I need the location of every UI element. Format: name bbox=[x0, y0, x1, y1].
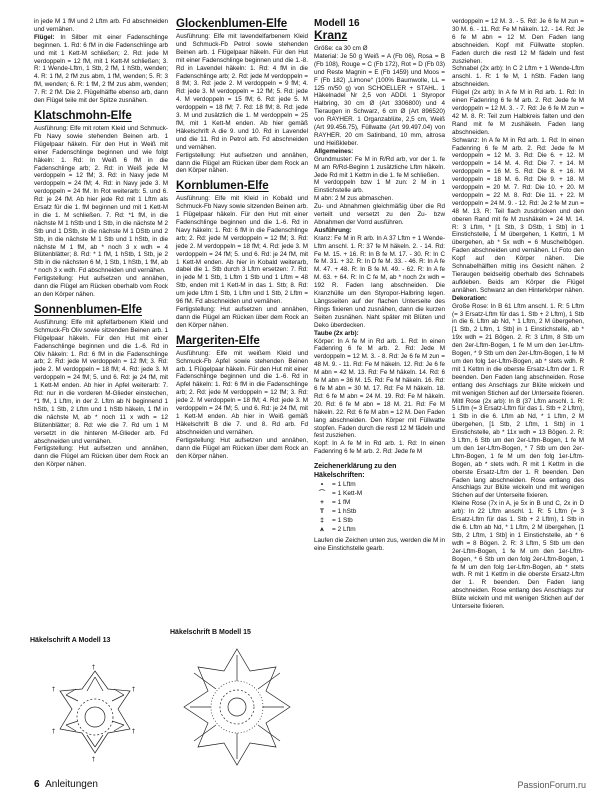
distribution-text: Zu- und Abnahmen gleichmäßig über die Rd verteilt und versetzt zu den Zu- bzw Abnahmen der Vorrd ausführen. bbox=[314, 203, 445, 226]
sonnenblumen-text: Ausführung: Elfe mit apfelfarbenem Kleid und Schmuck-Fb Oliv sowie sitzenden Beinen arb. 1 Flügelpaar häkeln. Für den Hut mit einer Fadenschlinge beginnen und die 1.-6. Rd in Oliv häkeln: 1. Rd: 6 fM in die Fadenschlinge arb; 2. Rd: jede M verdoppeln = 12 fM; 3. Rd: jede 2. M verdoppeln = 18 fM; 4. Rd: jede 3. M verdoppeln = 24 fM; 5. und 6. Rd: je 24 fM, mit 1 Kett-M enden. Ab hier in Apfel weiterarb: 7. Rd: nur in die vorderen M-Glieder einstechen, *1 fM, 1 Lftm, in der 2. Lftm ab N beginnend 1 hStb, 1 Stb, 2 Lftm und 1 hStb häkeln, 1 fM in die nächste M, ab * noch 11 x wdh = 12 Blütenblätter; 8. Rd: wie die 7. Rd um 1 M versetzt in die hinteren M-Glieder arb. Fd abschneiden und vernähen. bbox=[34, 318, 168, 445]
wing-text: In Silber mit einer Fadenschlinge beginnen. 1. Rd: 6 fM in die Fadenschlinge arb und mit 1 Kett-M schließen; 2. Rd: jede M verdoppeln = 12 fM, mit 1 Kett-M schließen; 3. R: 1 Wende-Lftm, 1 Stb, 2 fM, 1 hStb, wenden; 4. R: 1 fM, 2 fM zus abm, 1 fM, wenden; 5. R: 3 fM, wenden; 6. R: 1 fM, 2 fM zus abm, wenden; 7. R: 2 fM. Die 2. Flügelhälfte ebenso arb, dann den Flügel teile mit der Spitze zusnähen. bbox=[34, 33, 169, 105]
sonnenblumen-finish: Fertigstellung: Hut aufsetzen und annähen, dann die Flügel am Rücken über dem Rock an den Körper nähen. bbox=[34, 445, 168, 469]
dove-heading: Taube (2x arb): bbox=[314, 329, 359, 337]
heading-margeriten: Margeriten-Elfe bbox=[176, 334, 260, 347]
kornblumen-text: Ausführung: Elfe mit Kleid in Kobald und Schmuck-Fb Navy sowie sitzenden Beinen arb. 1 Flügelpaar häkeln. Für den Hut mit einer Fadenschlinge beginnen und die 1.-6. Rd in Navy häkeln: 1. Rd: 6 fM in die Fadenschlinge arb; 2. Rd: jede M verdoppeln = 12 fM; 3. Rd: jede 2. M verdoppeln = 18 fM; 4. Rd: jede 3. M verdoppeln = 24 fM; 5. und 6. Rd: je 24 fM, mit 1 Kett-M enden. Ab hier in Kobald weiterarb, dabei die 1. Stb durch 3 Lftm ersetzen: 7. Rd: in jede M 1 Stb, 1 Lftm 1 Stb und 1 Lftm = 48 Stb, enden mit 1 Kett-M in das 1. Stb; 8. Rd: um jede Lftm 1 Stb, 1 Lftm und 1 Stb, 2 Lftm = 96 fM. Fd abschneiden und vernähen. bbox=[176, 195, 308, 306]
legend-note: Laufen die Zeichen unten zus, werden die M in eine Einstichstelle gearb. bbox=[314, 537, 445, 553]
footer-label: Anleitungen bbox=[45, 779, 98, 790]
legend-symbol: ⌒ bbox=[318, 490, 326, 498]
legend-symbol: + bbox=[320, 499, 324, 507]
legend-label: = 1 hStb bbox=[332, 508, 357, 516]
heading-kornblumen: Kornblumen-Elfe bbox=[176, 180, 269, 193]
klatschmohn-finish: Fertigstellung: Hut aufsetzen und annähen, dann die Flügel am Rücken oberhalb vom Rock an den Körper nähen. bbox=[34, 275, 168, 298]
heading-sonnenblumen: Sonnenblumen-Elfe bbox=[34, 303, 142, 316]
legend-row bbox=[316, 525, 445, 534]
legend-row bbox=[316, 489, 445, 498]
symbol-legend bbox=[314, 462, 445, 553]
basic-pattern-text: Grundmuster: Fe M in R/Rd arb, vor der 1. fe M am R/Rd-Beginn 1 zusätzliche Lftm häkeln. Jede Rd mit 1 Kettm in die 1. fe M schließen. bbox=[314, 155, 445, 179]
svg-text:†: † bbox=[52, 728, 55, 735]
legend-row bbox=[316, 516, 445, 525]
legend-symbol: ‡ bbox=[320, 517, 324, 525]
column-3 bbox=[314, 18, 445, 553]
chart-b-diagram bbox=[170, 637, 305, 767]
glockenblumen-text: Ausführung: Elfe mit lavendelfarbenem Kleid und Schmuck-Fb Petrol sowie stehenden Beinen arb. 1 Flügelpaar häkeln. Für den Hut mit einer Fadenschlinge beginnen und die 1.-8. Rd in Lavendel häkeln: 1. Rd: 4 fM in die Fadenschlinge arb; 2. Rd: jede M verdoppeln = 8 fM; 3. Rd: jede 2. M verdoppeln = 9 fM; 4. Rd: jede 3. M verdoppeln = 12 fM; 5. Rd: jede 4. M verdoppeln = 15 fM; 6. Rd: jede 5. M verdoppeln = 18 fM; 7. Rd: 18 fM; 8. Rd: jede 3. M und zusätzlich die 1. M verdoppeln = 25 fM, mit 1 Kett-M enden. Ab hier gemäß Häkelschrift A die 9. und 10. Rd in Lavendel und die 11. Rd in Petrol arb. Fd abschneiden und vernähen. bbox=[176, 33, 308, 151]
tail-text: Schwanz: In A fe M in Rd arb. 1. Rd: In einen Fadenring 6 fe M arb. 2. Rd: Jede fe M verdoppeln = 12 M. 3. Rd: Die 6. + 12. M verdoppeln = 14 M. 4. Rd: Die 7. + 14. M verdoppeln = 16 M. 5. Rd: Die 8. + 16. M verdoppeln = 18 M. 6. Rd: Die 9. + 18. M verdoppeln = 20 M. 7. Rd: Die 10. + 20. M verdoppeln = 22 M. 8. Rd: Die 11. + 22. M verdoppeln = 24 M. 9. - 12. Rd: Je 2 fe M zun = 48 M. 13. R: Teil flach zusdrücken und den oberen Rand mit fe M zushäkeln = 24 M. 14. R: 3 Lftm, * [1 Stb, 3 DStb, 1 Stb] in 1 Einstichstelle, 1 M übergehen, 1 Kettm, 1 M übergehen, ab * 5x wdh = 6 Muschelbögen. Faden abschneiden und vernähen. Lt Foto den Kopf auf den Körper nähen. Die Schnabelhälften mittig ins Gesicht nähen. 2 Tieraugen beidseitig oberhalb des Schnabels aufkleben. Beids am Körper die Flügel annähen. Schwanz an den Hinterkörper nähen. bbox=[452, 136, 584, 294]
legend-label: = 1 fM bbox=[332, 499, 351, 507]
legend-symbol: T bbox=[320, 508, 324, 516]
decrease-text: M abn: 2 M zus abmaschen. bbox=[314, 195, 394, 203]
page-number: 6 bbox=[34, 779, 40, 790]
body-text: Körper: In A fe M in Rd arb. 1. Rd: In einen Fadenring 6 fe M arb. 2. Rd: Jede M verdoppeln = 12 M. 3. - 8. Rd: Je 6 fe M zun = 48 M. 9. - 11. Rd: Fe M häkeln. 12. Rd: Je 6 fe M abn = 42 M. 13. Rd: Fe M häkeln. 14. Rd: 6 fe M abn = 36 M. 15. Rd: Fe M häkeln. 16. Rd: 6 fe M abn = 30 M. 17. Rd: Fe M häkeln. 18. Rd: 6 fe M abn = 24 M. 19. Rd: Fe M häkeln. 20. Rd: 6 fe M abn = 18 M. 21. Rd: Fe M häkeln. 22. Rd: 6 fe M abn = 12 M. Den Faden lang abschneiden. Den Körper mit Füllwatte stopfen. Faden durch die restl 12 M fädeln und fest zusziehen. bbox=[314, 337, 445, 440]
column-4 bbox=[452, 18, 584, 611]
heading-klatschmohn: Klatschmohn-Elfe bbox=[34, 109, 132, 122]
intro-text: in jede M 1 fM und 2 Lftm arb. Fd abschneiden und vernähen. bbox=[34, 18, 168, 33]
execution-heading: Ausführung: bbox=[314, 226, 352, 234]
heading-glockenblumen: Glockenblumen-Elfe bbox=[176, 18, 288, 30]
chart-a-diagram bbox=[30, 645, 160, 763]
model-number: Modell 16 bbox=[314, 18, 360, 29]
crochet-chart-a bbox=[30, 636, 170, 768]
chart-a-title: Häkelschrift A Modell 13 bbox=[30, 637, 111, 644]
size-text: Größe: ca 30 cm Ø bbox=[314, 45, 368, 52]
svg-text:†: † bbox=[52, 686, 55, 693]
decoration-heading: Dekoration: bbox=[452, 294, 487, 302]
wing-dove-text: Flügel (2x arb): In A fe M in Rd arb. 1. Rd: In einen Fadenring 6 fe M arb. 2. Rd: Jede fe M verdoppeln = 12 M. 3. - 7. Rd: Je 6 fe M zun = 42 M. 8. R: Teil zum Halbkreis falten und den Rand mit fe M zushäkeln. Faden lang abschneiden. bbox=[452, 89, 584, 136]
legend-title: Zeichenerklärung zu den Häkelschriften: bbox=[314, 463, 397, 480]
wing-label: Flügel: bbox=[34, 33, 55, 41]
legend-label: = 1 Lftm bbox=[332, 481, 356, 489]
kornblumen-finish: Fertigstellung: Hut aufsetzen und annähen, dann die Flügel am Rücken über dem Rock an den Körper nähen. bbox=[176, 306, 308, 329]
beak-text: Schnabel (2x arb): In C 2 Lftm + 1 Wende-Lftm anschl. 1. R: 1 fe M, 1 hStb. Faden lang abschneiden. bbox=[452, 65, 584, 89]
margeriten-finish: Fertigstellung: Hut aufsetzen und annähen, dann die Flügel am Rücken über dem Rock an den Körper nähen. bbox=[176, 436, 308, 460]
legend-label: = 2 Lftm bbox=[332, 526, 356, 534]
watermark: PassionForum.ru bbox=[517, 780, 586, 790]
svg-text:†: † bbox=[92, 756, 95, 763]
general-heading: Allgemeines: bbox=[314, 147, 354, 155]
legend-symbol: • bbox=[320, 481, 324, 489]
glockenblumen-finish: Fertigstellung: Hut aufsetzen und annähen, dann die Flügel am Rücken über dem Rock an den Körper nähen. bbox=[176, 151, 308, 175]
large-rose-text: Große Rose: In B 61 Lftm anschl. 1. R: 5 Lftm (= 3 Ersatz-Lftm für das 1. Stb + 2 Lftm), 1 Stb in die 6. Lftm ab Nd, * 1 Lftm, 2 M übergehen, [1 Stb, 2 Lftm, 1 Stb] in 1 Einstichstelle, ab * 19x wdh = 21 Bögen. 2. R: 3 Lftm, 8 Stb um den 2er-Lftm-Bogen, 1 fe M um den 1er-Lftm-Bogen, * 9 Stb um den 2er-Lftm-Bogen, 1 fe M um den folg 1er-Lftm-Bogen, ab * stets wdh. R mit 1 Kettm in die oberste Ersatz-Lftm der 1. R beenden. Den Faden lang abschneiden. Rose entlang des Anschlags zur Blüte wickeln und mit wenigen Stichen auf der Unterseite fixieren. bbox=[452, 302, 584, 397]
wreath-text: Kranz: Fe M in R arb. In A 37 Lftm + 1 Wende-Lftm anschl. 1. R: 37 fe M häkeln. 2. - 14. Rd: Fe M. 15. + 16. R: In B fe M. 17. - 30. R: In C fe M. 31. + 32. R: In D fe M. 33. - 46. R: In A fe M. 47. + 48. R: In B fe M. 49. - 62. R: In A fe M. 63. + 64. R: In C fe M, ab * noch 2x wdh = 192 R. Faden lang abschneiden. Die Kranzhülle um den Styropor-Halbring legen. Längsseiten auf der flachen Unterseite des Rings fixieren und zusnähen, dann die kurzen Seiten zusnähen. Naht später mit Blüten und Deko überdecken. bbox=[314, 234, 445, 329]
legend-row bbox=[316, 507, 445, 516]
wing-section bbox=[34, 34, 168, 105]
material-text: Material: Je 50 g Weiß = A (Fb 06), Rosa = B (Fb 108), Rouge = C (Fb 172), Rot = D (Fb 03) und Reste Magnin = E (Fb 1459) und Moos = F (Fb 182) „Limone“ (100% Baumwolle, LL = 125 m/50 g) von SCHOELLER + STAHL. 1 Häkelnadel Nr 2,5 von ADDI. 1 Styropor Halbring, 30 cm Ø (Art 3306800) und 4 Tieraugen in Schwarz, 6 cm Ø (Art 896520) von RAYHER. 1 Organzablüte, 2,5 cm, Weiß (Art 99.456.75), Füllwatte (Art 99.497.04) von RAYHER. 20 cm Satinband, 10 mm, altrosa und Heißkleber. bbox=[314, 52, 445, 147]
head-text: Kopf: In A fe M in Rd arb. 1. Rd: In einen Fadenring 6 fe M arb. 2. Rd: Jede fe M bbox=[314, 440, 445, 456]
legend-row bbox=[316, 498, 445, 507]
margeriten-text: Ausführung: Elfe mit weißem Kleid und Schmuck-Fb Apfel sowie stehenden Beinen arb. 1 Flügelpaar häkeln. Für den Hut mit einer Fadenschlinge beginnen und die 1.-6. Rd in Apfel häkeln: 1. Rd: 6 fM in die Fadenschlinge arb; 2. Rd: jede M verdoppeln = 12 fM; 3. Rd: jede 2. M verdoppeln = 18 fM; 4. Rd: jede 3. M verdoppeln = 24 fM; 5. und 6. Rd: je 24 fM, mit 1 Kett-M enden. Ab hier in Weiß gemäß Häkelschrift B die 7. und 8. Rd arb. Fd abschneiden und vernähen. bbox=[176, 349, 308, 436]
svg-text:†: † bbox=[132, 728, 135, 735]
page-footer bbox=[34, 779, 98, 790]
small-rose-text: Kleine Rose (7x in A, je 5x in B und C, 2x in D arb): In 22 Lftm anschl. 1. R: 5 Lftm (= 3 Ersatz-Lftm für das 1. Stb + 2 Lftm), 1 Stb in die 6. Lftm ab Nd, * 1 Lftm, 2 M übergehen, [1 Stb, 2 Lftm, 1 Stb] in 1 Einstichstelle, ab * 6 wdh = 8 Bögen. 2. R: 3 Lftm, 5 Stb um den 2er-Lftm-Bogen, 1 fe M um den 1er-Lftm-Bogen, * 6 Stb um den folg 2er-Lftm-Bogen, 1 fe M um den folg 1er-Lftm-Bogen, ab * stets wdh. R mit 1 Kettm in die oberste Ersatz-Lftm der 1. R beenden. Den Faden lang abschneiden. Rose entlang des Anschlags zur Blüte wickeln und mit wenigen Stichen auf der Unterseite fixieren. bbox=[452, 500, 584, 611]
column-1 bbox=[34, 18, 168, 469]
legend-row bbox=[316, 480, 445, 489]
chart-b-title: Häkelschrift B Modell 15 bbox=[170, 629, 251, 636]
legend-symbol: ⩚ bbox=[320, 526, 324, 534]
legend-label: = 1 Kett-M bbox=[332, 490, 363, 498]
legend-label: = 1 Stb bbox=[332, 517, 353, 525]
increase-text: M verdoppeln bzw 1 M zun: 2 M in 1 Einstichstelle arb. bbox=[314, 179, 445, 195]
klatschmohn-text: Ausführung: Elfe mit rotem Kleid und Schmuck-Fb Navy sowie stehenden Beinen arb. 1 Flügelpaar häkeln. Für den Hut in Weiß mit einer Fadenschlinge beginnen und wie folgt häkeln: 1. Rd: In Weiß 6 fM in die Fadenschlinge arb; 2. Rd: in Weiß jede M verdoppeln = 12 fM; 3. Rd: in Navy jede M verdoppeln = 24 fM; 4. Rd: in Navy jede 3. M verdoppeln = 24 fM. In Rot weiterarb: 5. und 6. Rd: je 24 fM. Ab hier jede Rd mit 1 Lftm als Ersatz für die 1. fM beginnen und mit 1 Kett-M in die 1. M schließen. 7. Rd: *1 fM, in die nächste M 1 hStb und 1 Stb, in die nächste M 2 Stb und 1 DStb, in die nächste M 1 DStb und 2 Stb, in die nächste M 1 Stb und 1 hStb, in die nächste M 1 fM, ab * noch 3 x wdh = 4 Blütenblätter; 8. Rd: * 1 fM, 1 hStb, 1 Stb, je 2 Stb in die nächsten 6 M, 1 Stb, 1 hStb, 1 fM, ab * noch 3 x wdh. Fd abschneiden und vernähen. bbox=[34, 124, 168, 275]
svg-text:†: † bbox=[92, 664, 95, 671]
column-2 bbox=[176, 18, 308, 460]
medium-rose-text: Mittl Rose (2x arb): In B (37 Lftm anschl. 1. R: 5 Lftm (= 3 Ersatz-Lftm für das 1. Stb + 2 Lftm), 1 Stb in die 6. Lftm ab Nd, * 1 Lftm, 2 M übergehen, [1 Stb, 2 Lftm, 1 Stb] in 1 Einstichstelle, ab * 11x wdh = 13 Bögen. 2. R: 3 Lftm, 6 Stb um den 2er-Lftm-Bogen, 1 fe M um den 1er-Lftm-Bogen, * 7 Stb um den 2er-Lftm-Bogen, 1 fe M um den folg 1er-Lftm-Bogen, ab * stets wdh. R mit 1 Kettm in die oberste Ersatz-Lftm der 1. R beenden. Den Faden lang abschneiden. Rose entlang des Anschlags zur Blüte wickeln und mit wenigen Stichen auf der Unterseite fixieren. bbox=[452, 397, 584, 500]
model-title: Kranz bbox=[314, 28, 348, 42]
svg-text:†: † bbox=[132, 686, 135, 693]
crochet-chart-b bbox=[170, 628, 310, 772]
head-continued-text: verdoppeln = 12 M. 3. - 5. Rd: Je 6 fe M zun = 30 M. 6. - 11. Rd: Fe M häkeln. 12. - 14. Rd: Je 6 fe M abn = 12 M. Den Faden lang abschneiden. Kopf mit Füllwatte stopfen. Faden durch die restl 12 M fädeln und fest zusziehen. bbox=[452, 18, 584, 65]
